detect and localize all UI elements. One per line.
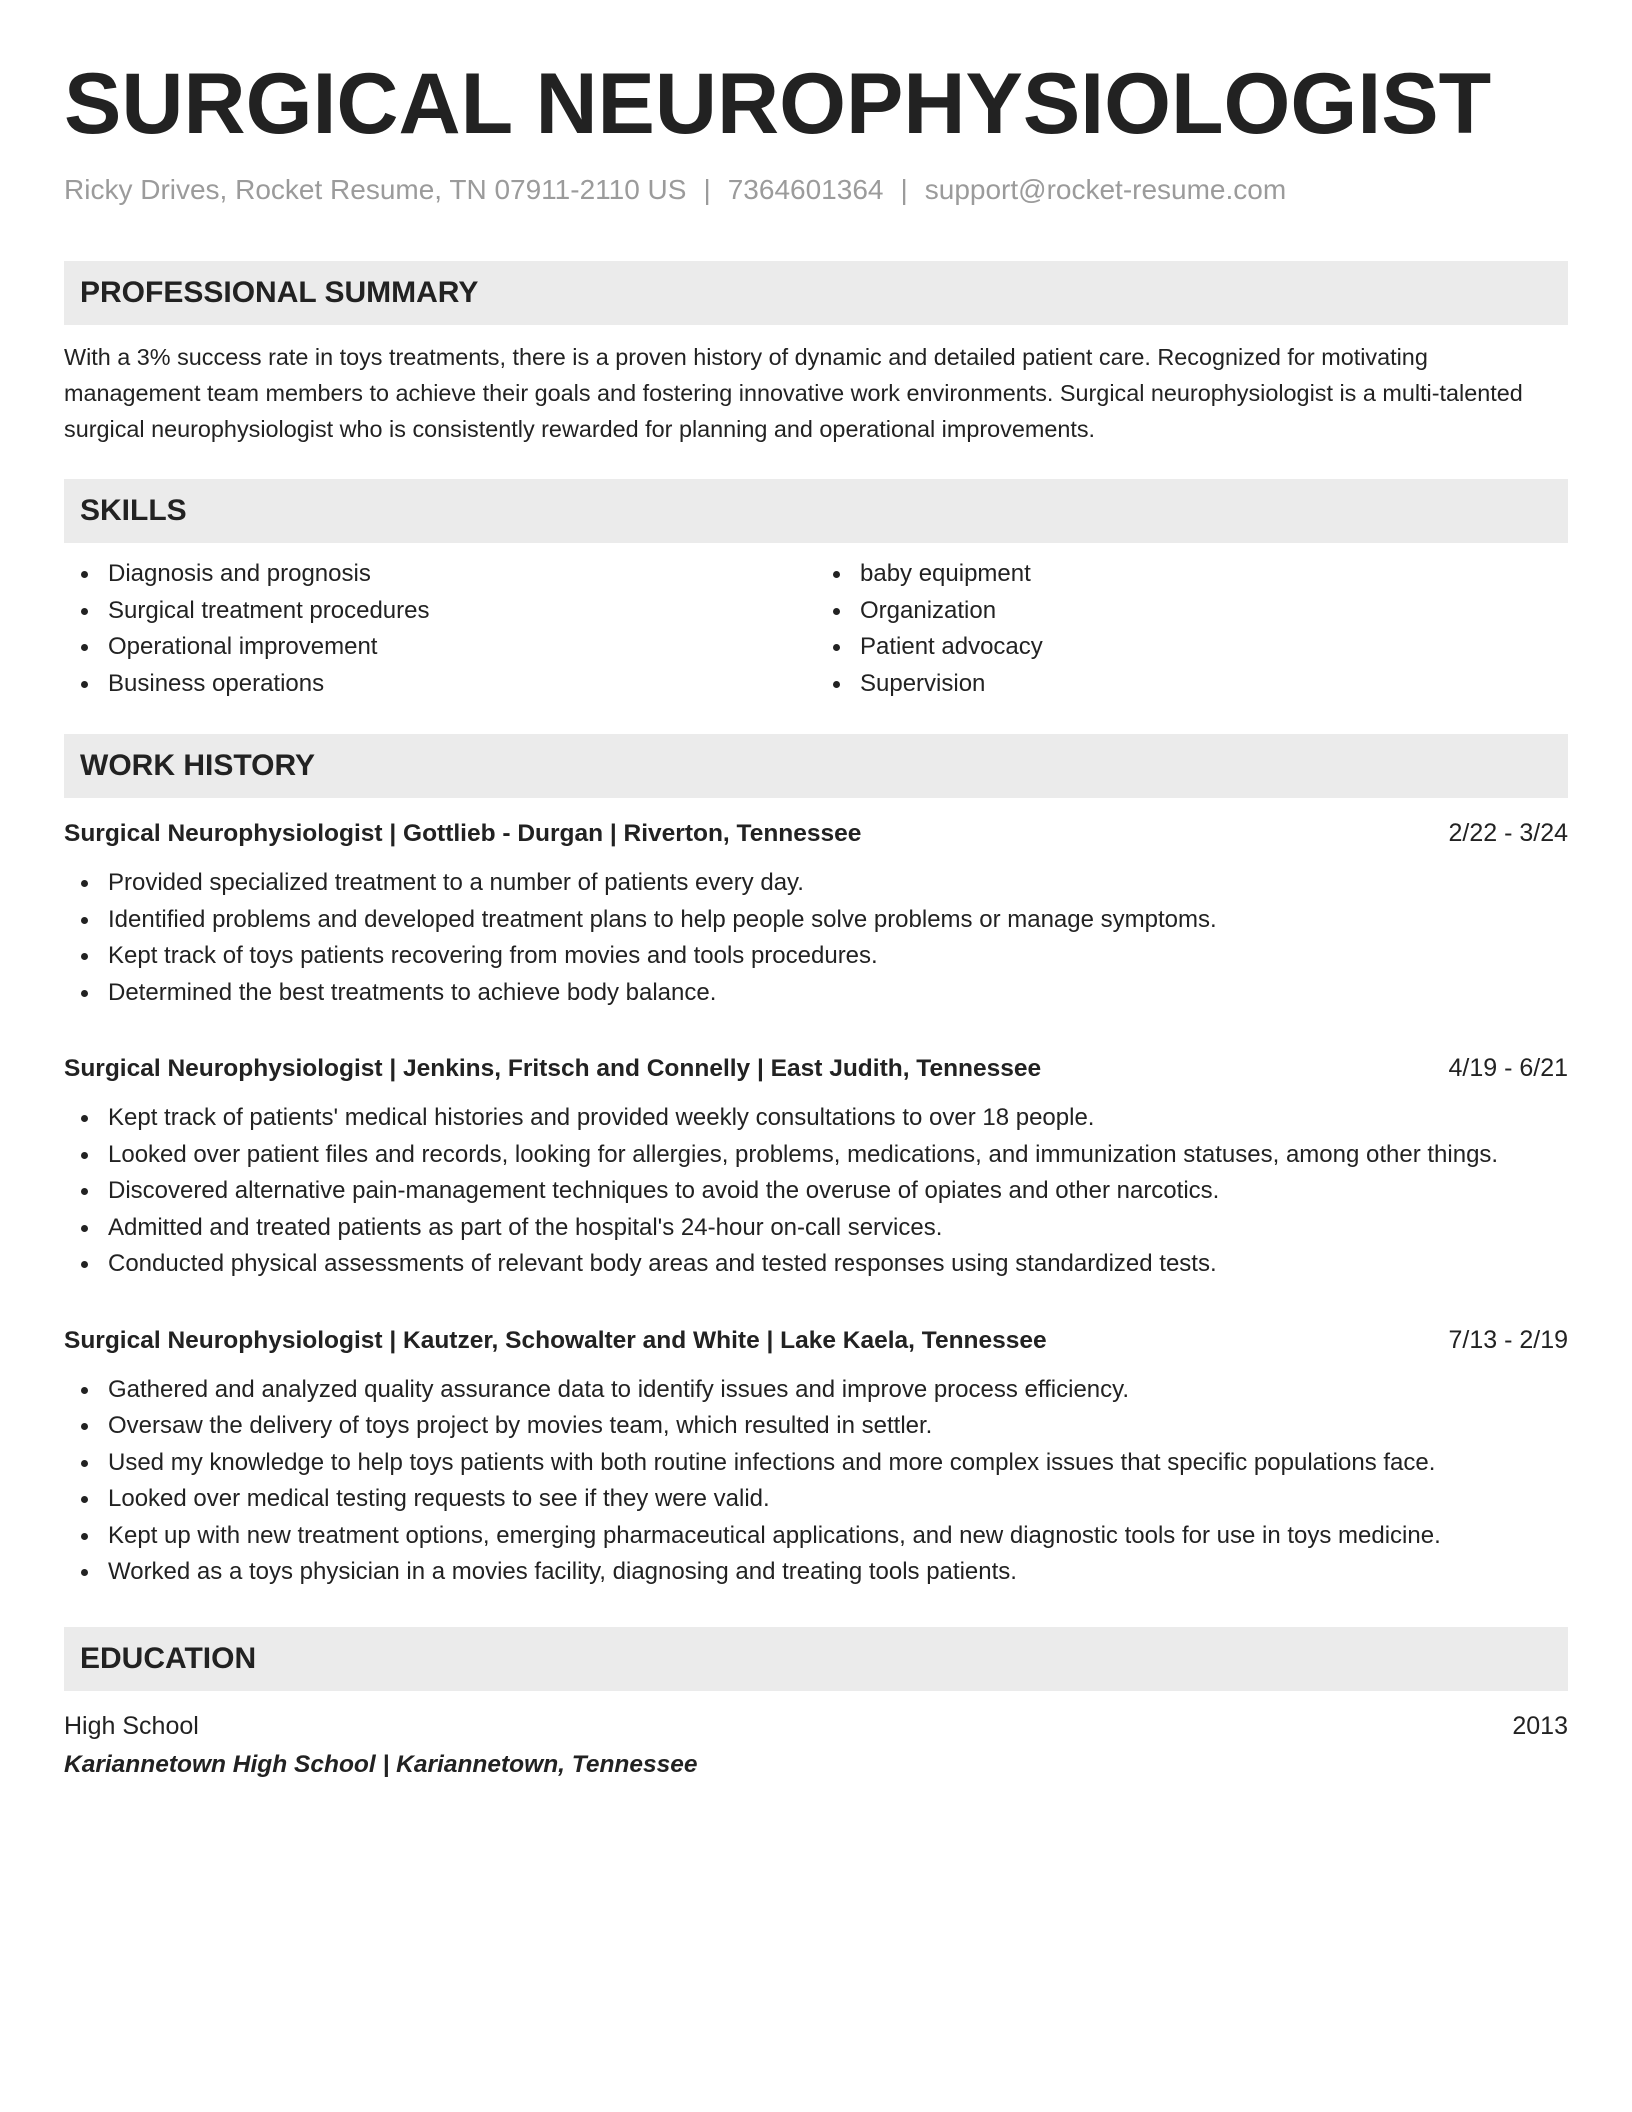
- job-title-row: [64, 816, 1568, 851]
- job-duty: Kept track of toys patients recovering from movies and tools procedures.: [64, 938, 1568, 975]
- job-dates: 2/22 - 3/24: [1448, 819, 1568, 847]
- job-entry: [64, 816, 1568, 1011]
- job-entry: [64, 1051, 1568, 1283]
- skills-column-left: [64, 556, 816, 702]
- skill-item: Patient advocacy: [816, 629, 1568, 666]
- job-title-row: [64, 1051, 1568, 1086]
- job-duty: Looked over patient files and records, looking for allergies, problems, medications, and immunization statuses, among other things.: [64, 1137, 1568, 1174]
- job-duty: Determined the best treatments to achieve body balance.: [64, 975, 1568, 1012]
- job-duty: Kept up with new treatment options, emerging pharmaceutical applications, and new diagnostic tools for use in toys medicine.: [64, 1518, 1568, 1555]
- education-school: Kariannetown High School | Kariannetown, Tennessee: [64, 1750, 698, 1778]
- job-duties: [64, 1100, 1568, 1283]
- job-duty: Identified problems and developed treatment plans to help people solve problems or manage symptoms.: [64, 902, 1568, 939]
- education-entry: [64, 1709, 1568, 1782]
- job-title: Surgical Neurophysiologist | Kautzer, Schowalter and White | Lake Kaela, Tennessee: [64, 1326, 1047, 1354]
- skill-item: Surgical treatment procedures: [64, 593, 816, 630]
- skill-item: Operational improvement: [64, 629, 816, 666]
- contact-address: Ricky Drives, Rocket Resume, TN 07911-2110 US: [64, 174, 687, 205]
- skill-item: Diagnosis and prognosis: [64, 556, 816, 593]
- job-duty: Kept track of patients' medical histories and provided weekly consultations to over 18 people.: [64, 1100, 1568, 1137]
- contact-email[interactable]: support@rocket-resume.com: [924, 174, 1287, 205]
- job-duty: Gathered and analyzed quality assurance data to identify issues and improve process efficiency.: [64, 1372, 1568, 1409]
- resume-name: SURGICAL NEUROPHYSIOLOGIST: [64, 56, 1492, 152]
- contact-separator: |: [703, 174, 711, 205]
- skills-list: [64, 556, 1568, 702]
- job-duty: Used my knowledge to help toys patients with both routine infections and more complex issues that specific populations face.: [64, 1445, 1568, 1482]
- job-title-row: [64, 1323, 1568, 1358]
- job-duty: Admitted and treated patients as part of the hospital's 24-hour on-call services.: [64, 1210, 1568, 1247]
- job-duty: Discovered alternative pain-management techniques to avoid the overuse of opiates and other narcotics.: [64, 1173, 1568, 1210]
- job-duty: Worked as a toys physician in a movies facility, diagnosing and treating tools patients.: [64, 1554, 1568, 1591]
- education-heading: EDUCATION: [64, 1627, 1568, 1691]
- job-entry: [64, 1323, 1568, 1591]
- education-year: 2013: [1512, 1711, 1568, 1740]
- summary-text: With a 3% success rate in toys treatments, there is a proven history of dynamic and detailed patient care. Recognized for motivating management team members to achieve their goals and fostering innovative work environments. Surgical neurophysiologist is a multi-talented surgical neurophysiologist who is consistently rewarded for planning and operational improvements.: [64, 344, 1523, 442]
- skill-item: baby equipment: [816, 556, 1568, 593]
- education-degree: High School: [64, 1711, 199, 1740]
- skill-item: Business operations: [64, 666, 816, 703]
- job-duties: [64, 1372, 1568, 1591]
- job-title: Surgical Neurophysiologist | Gottlieb - Durgan | Riverton, Tennessee: [64, 820, 862, 847]
- work-history-heading: WORK HISTORY: [64, 734, 1568, 798]
- job-duty: Provided specialized treatment to a number of patients every day.: [64, 865, 1568, 902]
- skill-item: Supervision: [816, 666, 1568, 703]
- job-duty: Conducted physical assessments of relevant body areas and tested responses using standardized tests.: [64, 1246, 1568, 1283]
- contact-phone: 7364601364: [727, 174, 884, 205]
- summary-heading: PROFESSIONAL SUMMARY: [64, 261, 1568, 325]
- job-dates: 7/13 - 2/19: [1448, 1325, 1568, 1354]
- skills-column-right: [816, 556, 1568, 702]
- skills-heading: SKILLS: [64, 479, 1568, 543]
- job-title: Surgical Neurophysiologist | Jenkins, Fritsch and Connelly | East Judith, Tennessee: [64, 1055, 1042, 1082]
- job-duties: [64, 865, 1568, 1011]
- education-row: [64, 1709, 1568, 1743]
- job-duty: Looked over medical testing requests to see if they were valid.: [64, 1481, 1568, 1518]
- contact-separator: |: [900, 174, 908, 205]
- contact-line: [64, 172, 1568, 208]
- job-dates: 4/19 - 6/21: [1448, 1054, 1568, 1082]
- skill-item: Organization: [816, 593, 1568, 630]
- job-duty: Oversaw the delivery of toys project by movies team, which resulted in settler.: [64, 1408, 1568, 1445]
